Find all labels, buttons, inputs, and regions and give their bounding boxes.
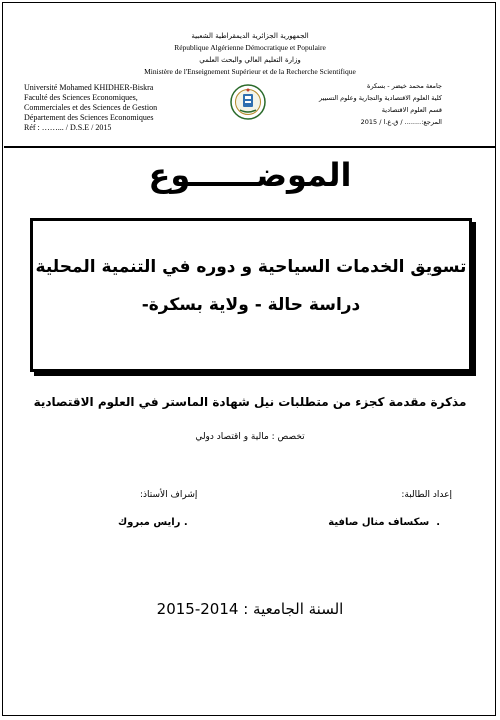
subject-heading: الموضــــــوع [148,156,352,194]
supervisor-label: إشراف الأستاذ: [140,490,198,500]
reference-fr: Réf : ……... / D.S.E / 2015 [24,123,112,132]
prepared-by-label: إعداد الطالبة: [401,490,452,500]
student-name-text: سكساف منال صافية [328,517,430,528]
case-study-subtitle: دراسة حالة - ولاية بسكرة- [141,295,361,315]
reference-ar: المرجع:........ / ق.ع.ا / 2015 [360,118,442,126]
student-bullet: . [429,517,440,528]
department-name-fr: Département des Sciences Economiques [24,113,154,122]
republic-arabic: الجمهورية الجزائرية الديمقراطية الشعبية [191,32,309,40]
faculty-name-fr-2: Commerciales et des Sciences de Gestion [24,103,158,112]
supervisor-name-text: رايس مبروك [118,517,181,528]
ministry-french: Ministère de l'Enseignement Supérieur et de la Recherche Scientifique [144,67,356,76]
university-name-ar: جامعة محمد خيضر - بسكرة [367,82,442,90]
institution-arabic [262,80,442,128]
republic-french: République Algérienne Démocratique et Populaire [174,43,326,52]
supervisor-name [118,517,188,528]
supervisor-bullet: . [180,517,188,528]
faculty-name-ar: كلية العلوم الاقتصادية والتجارية وعلوم التسيير [319,94,442,102]
faculty-name-fr-1: Faculté des Sciences Economiques, [24,93,138,102]
specialization: تخصص : مالية و اقتصاد دولي [195,432,305,442]
thesis-title: تسويق الخدمات السياحية و دوره في التنمية المحلية [35,257,467,277]
university-name-fr: Université Mohamed KHIDHER-Biskra [24,83,154,92]
institution-french [24,83,224,133]
university-seal-icon [230,84,266,120]
department-name-ar: قسم العلوم الاقتصادية [381,106,442,114]
academic-year: السنة الجامعية : 2014-2015 [156,600,344,618]
thesis-statement: مذكرة مقدمة كجزء من متطلبات نيل شهادة الماستر في العلوم الاقتصادية [33,395,467,409]
header-divider [4,146,496,148]
student-name [328,517,440,528]
ministry-arabic: وزارة التعليم العالي والبحث العلمي [199,56,301,64]
title-box [30,218,472,372]
government-header [0,30,500,78]
